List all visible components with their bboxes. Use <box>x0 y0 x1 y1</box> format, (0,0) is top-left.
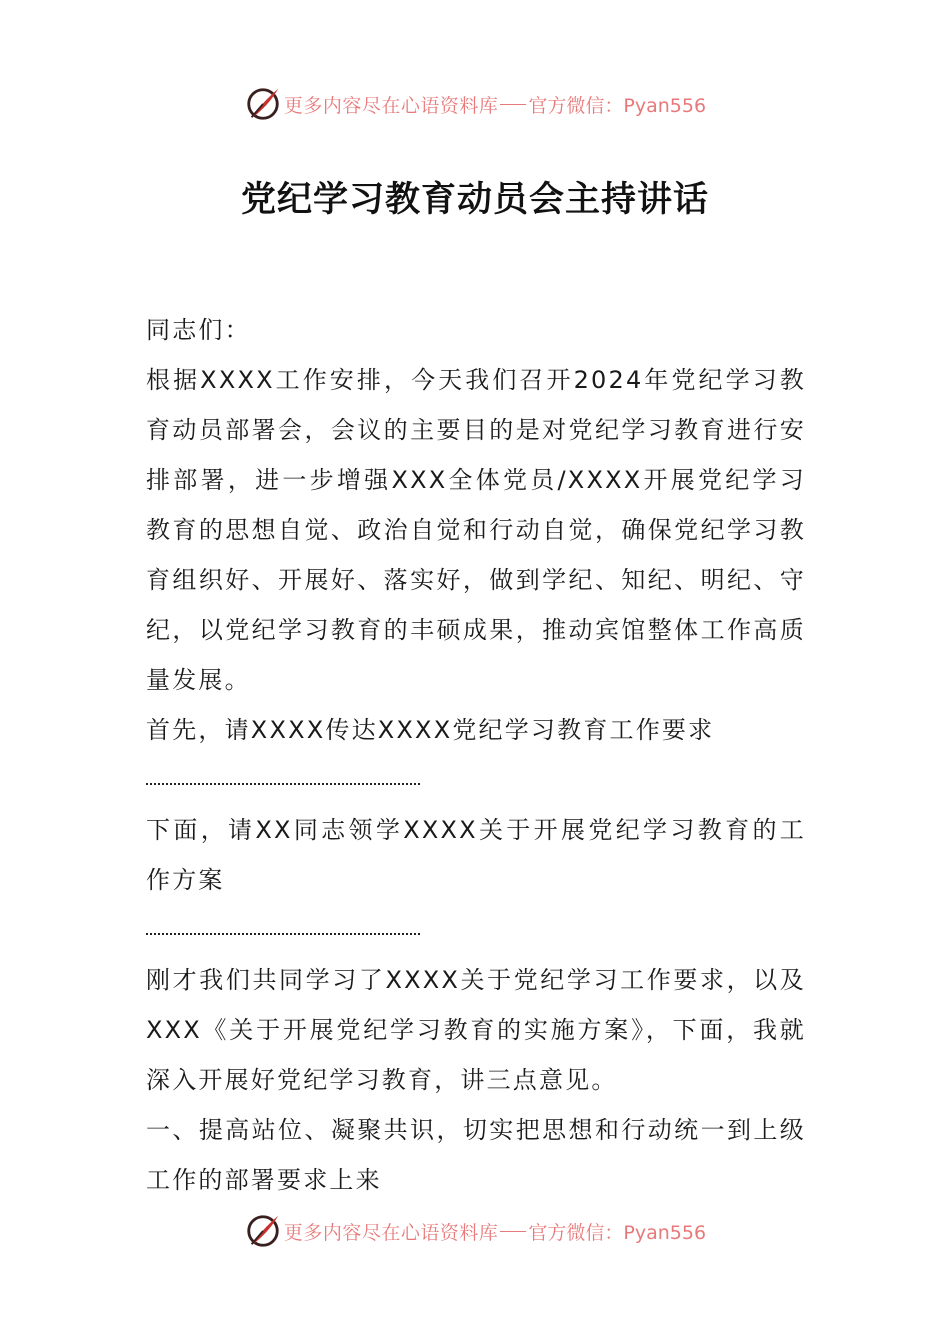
salutation: 同志们： <box>146 316 251 344</box>
watermark-wechat: 官方微信：Pyan556 <box>528 94 707 117</box>
paragraph-intro: 根据XXXX工作安排，今天我们召开2024年党纪学习教育动员部署会，会议的主要目的是对党纪学习教育进行安排部署，进一步增强XXX全体党员/XXXX开展党纪学习教育的思想自觉、政治自觉和行动自觉，确保党纪学习教育组织好、开展好、落实好，做到学纪、知纪、明纪、守纪，以党纪学习教育的丰硕成果，推动宾馆整体工作高质量发展。 <box>146 366 806 694</box>
page-title: 党纪学习教育动员会主持讲话 <box>240 179 709 220</box>
dotted-separator <box>146 755 806 805</box>
quill-logo-icon <box>244 1212 282 1250</box>
paragraph-summary: 刚才我们共同学习了XXXX关于党纪学习工作要求，以及XXX《关于开展党纪学习教育的实施方案》，下面，我就深入开展好党纪学习教育，讲三点意见。 <box>146 966 806 1094</box>
watermark-wechat: 官方微信：Pyan556 <box>528 1221 707 1244</box>
watermark-banner-bottom <box>0 1209 950 1253</box>
dotted-separator <box>146 905 806 955</box>
watermark-text: 更多内容尽在心语资料库 <box>283 1221 499 1244</box>
watermark-banner-top <box>0 82 950 126</box>
watermark-separator <box>500 1231 526 1232</box>
quill-logo-icon <box>244 85 282 123</box>
watermark-separator <box>500 104 526 105</box>
paragraph-next: 下面，请XX同志领学XXXX关于开展党纪学习教育的工作方案 <box>146 816 806 894</box>
section-heading-1: 一、提高站位、凝聚共识，切实把思想和行动统一到上级工作的部署要求上来 <box>146 1116 806 1194</box>
paragraph-first: 首先，请XXXX传达XXXX党纪学习教育工作要求 <box>146 716 715 744</box>
watermark-text: 更多内容尽在心语资料库 <box>283 94 499 117</box>
document-body <box>146 305 806 1205</box>
